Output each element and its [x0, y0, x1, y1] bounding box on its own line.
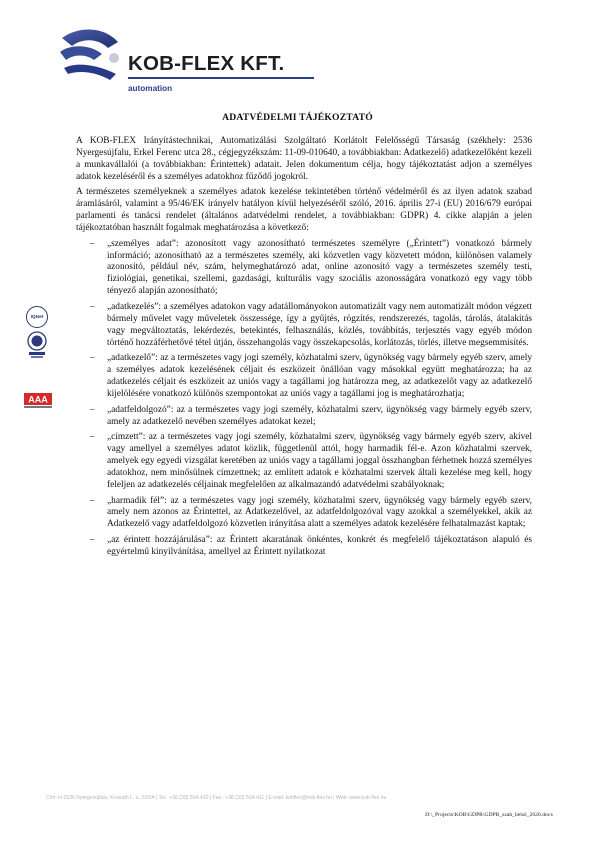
dash-bullet: – — [90, 238, 95, 249]
definition-text: „adatkezelő”: az a természetes vagy jogi személy, közhatalmi szerv, ügynökség vagy bármely egyéb szerv, amely a személyes adatok kezelésének céljait és eszközeit önállóan vagy másokkal együtt meghatározza; ha az adatkezelés céljait és eszközeit az uniós vagy a tagállami jog határozza meg, az adatkezelőt vagy az adatkezelő kijelölésére vonatkozó különös szempontokat az uniós vagy a tagállami jog is meghatározhatja; — [107, 353, 532, 399]
definition-list — [76, 239, 532, 559]
dash-bullet: – — [90, 432, 95, 443]
kob-flex-emblem-icon — [56, 28, 122, 84]
logo-divider — [128, 77, 314, 79]
list-item — [76, 353, 532, 400]
company-subtitle: automation — [128, 84, 173, 93]
footer-contact: Cím: H-2536 Nyergesújfalu, Kossuth L. u. 220/A | Tel.: +36 (33) 504-410 | Fax.: +36 (33) 504-411 | E-mail: kobflex@kob-flex.hu | Web: www.kob-flex.hu — [46, 795, 387, 801]
aaa-label: AAA — [28, 394, 48, 405]
definition-text: „személyes adat”: azonosított vagy azonosítható természetes személyre („Érintett”) vonatkozó bármely információ; azonosítható az a természetes személy, aki közvetlen vagy közvetett módon, különösen valamely azonosító, például név, szám, helymeghatározó adat, online azonosító vagy a természetes személy testi, fiziológiai, genetikai, szellemi, gazdasági, kulturális vagy szociális azonosságára vonatkozó egy vagy több tényező alapján azonosítható; — [107, 238, 532, 297]
aaa-rating-icon — [24, 393, 52, 409]
dash-bullet: – — [90, 301, 95, 312]
list-item — [76, 496, 532, 532]
list-item — [76, 239, 532, 298]
dash-bullet: – — [90, 535, 95, 546]
dash-bullet: – — [90, 495, 95, 506]
footer-file-path: D:\_Projects\KOB\GDPR\GDPR_szab_belső_2020.docx — [425, 812, 553, 818]
definition-text: „az érintett hozzájárulása”: az Érintett akaratának önkéntes, konkrét és megfelelő tájékoztatáson alapuló és egyértelmű kinyilvánítása, amellyel az Érintett nyilatkozat — [107, 535, 532, 557]
definition-text: „adatkezelés”: a személyes adatokon vagy adatállományokon automatizált vagy nem automatizált módon végzett bármely művelet vagy műveletek összessége, így a gyűjtés, rögzítés, rendszerezés, tagolás, tárolás, átalakítás vagy megváltoztatás, lekérdezés, betekintés, felhasználás, közlés, továbbítás, terjesztés vagy egyéb módon történő hozzáférhetővé tétel útján, összehangolás vagy összekapcsolás, korlátozás, törlés, illetve megsemmisítés. — [107, 301, 532, 348]
company-logo — [56, 22, 316, 100]
dash-bullet: – — [90, 353, 95, 364]
list-item — [76, 302, 532, 349]
document-body — [76, 136, 532, 563]
mszt-certificate-icon — [26, 330, 48, 360]
document-title: ADATVÉDELMI TÁJÉKOZTATÓ — [222, 112, 373, 123]
iqnet-label: IQNet — [30, 314, 44, 320]
definition-text: „harmadik fél”: az a természetes vagy jogi személy, közhatalmi szerv, ügynökség vagy bármely egyéb szerv, amely nem azonos az Érintettel, az Adatkezelővel, az adatfeldolgozóval vagy azokkal a személyekkel, akik az Adatkezelő vagy adatfeldolgozó közvetlen irányítása alatt a személyes adatok kezelésére felhatalmazást kaptak; — [107, 495, 532, 530]
dash-bullet: – — [90, 404, 95, 415]
intro-paragraph: A természetes személyeknek a személyes adatok kezelése tekintetében történő védelméről és az ilyen adatok szabad áramlásáról, valamint a 95/46/EK irányelv hatályon kívül helyezéséről szóló, 2016. április 27-i (EU) 2016/679 európai parlamenti és tanácsi rendelet (általános adatvédelmi rendelet, a továbbiakban: GDPR) 4. cikke alapján a jelen tájékoztatóban használt fogalmak meghatározása a következő: — [76, 187, 532, 233]
list-item — [76, 405, 532, 429]
list-item — [76, 432, 532, 491]
list-item — [76, 535, 532, 559]
company-name: KOB-FLEX KFT. — [128, 52, 285, 75]
definition-text: „címzett”: az a természetes vagy jogi személy, közhatalmi szerv, ügynökség vagy bármely egyéb szerv, akivel vagy amellyel a személyes adatot közlik, függetlenül attól, hogy harmadik fél-e. Azon közhatalmi szervek, amelyek egy egyedi vizsgálat keretében az uniós vagy a tagállami joggal összhangban férhetnek hozzá személyes adatokhoz, nem minősülnek címzettnek; az említett adatok e közhatalmi szervek általi kezelése meg kell, hogy feleljen az adatkezelés céljainak megfelelően az alkalmazandó adatvédelmi szabályoknak; — [107, 432, 532, 490]
iqnet-badge — [26, 306, 48, 328]
intro-paragraph: A KOB-FLEX Irányítástechnikai, Automatizálási Szolgáltató Korlátolt Felelősségű Társaság (székhely: 2536 Nyergesújfalu, Erkel Ferenc utca 28., cégjegyzékszám: 11-09-010640, a továbbiakban: Adatkezelő) adatkezelőként kezeli a munkavállalói (a továbbiakban: Érintettek) adatait. Jelen dokumentum célja, hogy tájékoztatást adjon a személyes adatok kezeléséről és a személyes adatokhoz fűződő jogokról. — [76, 136, 532, 182]
definition-text: „adatfeldolgozó”: az a természetes vagy jogi személy, közhatalmi szerv, ügynökség vagy bármely egyéb szerv, amely az adatkezelő nevében személyes adatokat kezel; — [107, 404, 532, 427]
